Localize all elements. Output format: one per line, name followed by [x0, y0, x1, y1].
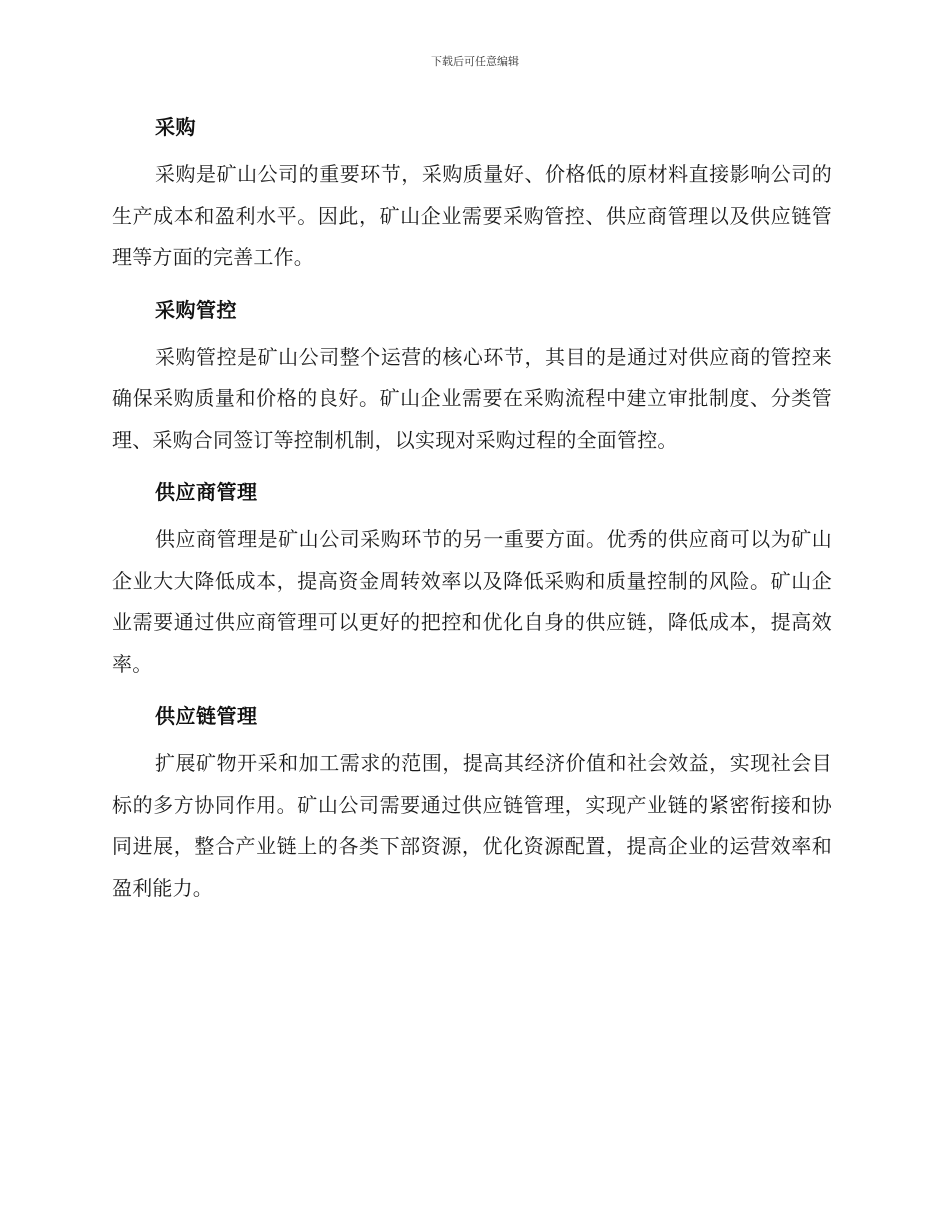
- section-heading: 采购: [155, 115, 196, 139]
- section-supplier-management: [112, 473, 832, 685]
- section-paragraph: 供应商管理是矿山公司采购环节的另一重要方面。优秀的供应商可以为矿山企业大大降低成本，提高资金周转效率以及降低采购和质量控制的风险。矿山企业需要通过供应商管理可以更好的把控和优化自身的供应链，降低成本，提高效率。: [112, 527, 832, 676]
- header-note: 下载后可任意编辑: [431, 55, 519, 68]
- section-supply-chain-management: [112, 697, 832, 909]
- section-paragraph: 扩展矿物开采和加工需求的范围，提高其经济价值和社会效益，实现社会目标的多方协同作用。矿山公司需要通过供应链管理，实现产业链的紧密衔接和协同进展，整合产业链上的各类下部资源，优化资源配置，提高企业的运营效率和盈利能力。: [112, 751, 832, 900]
- section-heading: 供应商管理: [155, 480, 258, 504]
- section-paragraph: 采购管控是矿山公司整个运营的核心环节，其目的是通过对供应商的管控来确保采购质量和价格的良好。矿山企业需要在采购流程中建立审批制度、分类管理、采购合同签订等控制机制，以实现对采购过程的全面管控。: [112, 344, 832, 452]
- section-heading: 供应链管理: [155, 704, 258, 728]
- section-paragraph: 采购是矿山公司的重要环节，采购质量好、价格低的原材料直接影响公司的生产成本和盈利水平。因此，矿山企业需要采购管控、供应商管理以及供应链管理等方面的完善工作。: [112, 162, 832, 269]
- document-content: [112, 108, 832, 909]
- section-purchasing: [112, 108, 832, 279]
- section-purchasing-control: [112, 291, 832, 462]
- section-heading: 采购管控: [155, 297, 237, 322]
